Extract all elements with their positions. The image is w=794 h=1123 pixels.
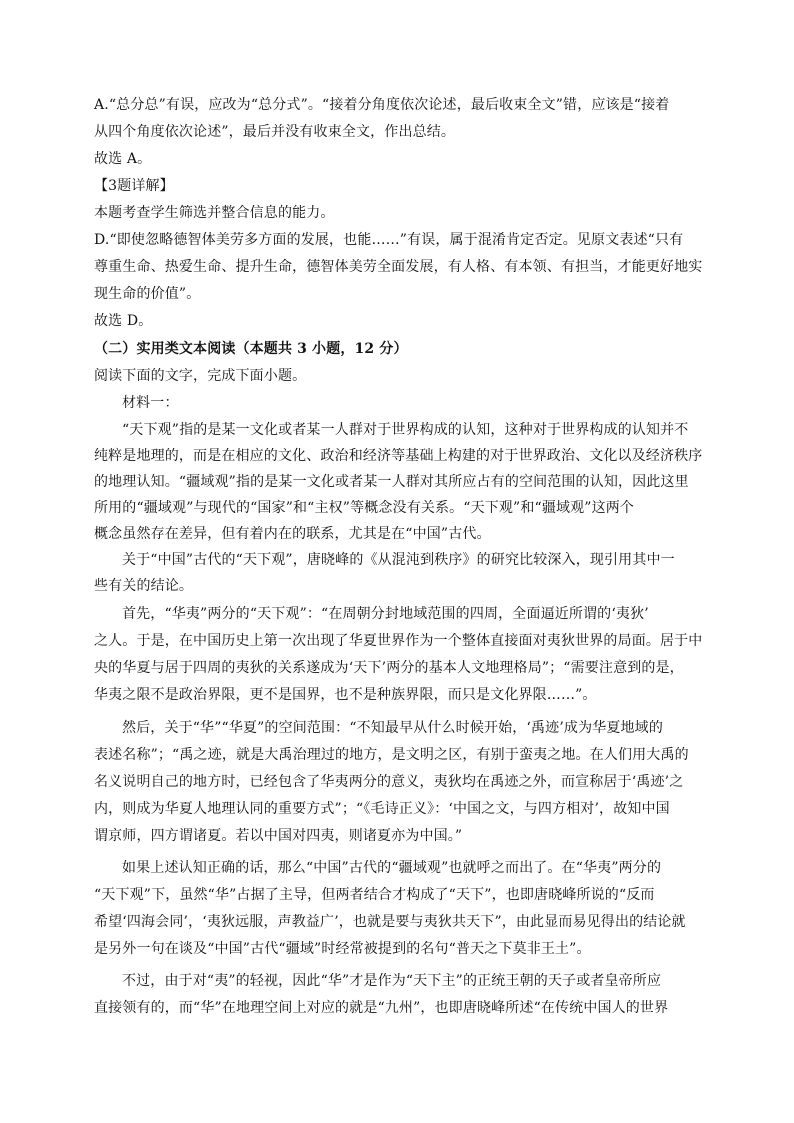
paragraph-4-line-2: 表述名称”；“禹之迹，就是大禹治理过的地方，是文明之区，有别于蛮夷之地。在人们用大禹的 [94, 747, 689, 763]
q3-intro: 本题考查学生筛选并整合信息的能力。 [94, 205, 335, 221]
paragraph-5-line-4: 是另外一句在谈及“中国”古代“疆域”时经常被提到的名句“普天之下莫非王土”。 [94, 941, 591, 957]
paragraph-5-line-2: “天下观”下，虽然“华”占据了主导，但两者结合才构成了“天下”，也即唐晓峰所说的“反而 [94, 887, 655, 903]
answer-a-line-2: 从四个角度依次论述”，最后并没有收束全文，作出总结。 [94, 124, 456, 140]
answer-a-conclusion: 故选 A。 [94, 151, 152, 167]
paragraph-2-line-1: 关于“中国”古代的“天下观”，唐晓峰的《从混沌到秩序》的研究比较深入，现引用其中一 [122, 552, 675, 568]
paragraph-4-line-3: 名义说明自己的地方时，已经包含了华夷两分的意义，夷狄均在禹迹之外，而宣称居于‘禹迹’之 [94, 774, 684, 790]
paragraph-1-line-1: “天下观”指的是某一文化或者某一人群对于世界构成的认知，这种对于世界构成的认知并不 [122, 422, 689, 438]
paragraph-5-line-3: 希望‘四海会同’，‘夷狄远服，声教益广’，也就是要与夷狄共天下”，由此显而易见得出的结论就 [94, 914, 686, 930]
paragraph-1-line-5: 概念虽然存在差异，但有着内在的联系，尤其是在“中国”古代。 [94, 526, 491, 542]
paragraph-6-line-2: 直接领有的，而“华”在地理空间上对应的就是“九州”，也即唐晓峰所述“在传统中国人的世界 [94, 1000, 669, 1016]
section-instruction: 阅读下面的文字，完成下面小题。 [94, 368, 307, 384]
q3-answer-line-2: 尊重生命、热爱生命、提升生命，德智体美劳全面发展，有人格、有本领、有担当，才能更好地实 [94, 259, 703, 275]
paragraph-1-line-3: 的地理认知。“疆域观”指的是某一文化或者某一人群对其所应占有的空间范围的认知，因此这里 [94, 474, 689, 490]
answer-a-line-1: A.“总分总”有误，应改为“总分式”。“接着分角度依次论述，最后收束全文”错，应该是“接着 [94, 97, 670, 113]
q3-answer-line-1: D.“即使忽略德智体美劳多方面的发展，也能……”有误，属于混淆肯定否定。见原文表述“只有 [94, 232, 684, 248]
q3-header: 【3题详解】 [94, 178, 174, 194]
paragraph-4-line-5: 谓京师，四方谓诸夏。若以中国对四夷，则诸夏亦为中国。” [94, 828, 463, 844]
section-title: （二）实用类文本阅读（本题共 3 小题，12 分） [94, 341, 408, 357]
paragraph-4-line-4: 内，则成为华夏人地理认同的重要方式”；“《毛诗正义》：‘中国之文，与四方相对’，故知中国 [94, 801, 670, 817]
paragraph-2-line-2: 些有关的结论。 [94, 578, 194, 594]
material-label: 材料一： [122, 395, 179, 411]
paragraph-3-line-2: 之人。于是，在中国历史上第一次出现了华夏世界作为一个整体直接面对夷狄世界的局面。居于中 [94, 633, 703, 649]
q3-conclusion: 故选 D。 [94, 313, 153, 329]
paragraph-5-line-1: 如果上述认知正确的话，那么“中国”古代的“疆域观”也就呼之而出了。在“华夷”两分的 [122, 860, 662, 876]
paragraph-1-line-2: 纯粹是地理的，而是在相应的文化、政治和经济等基础上构建的对于世界政治、文化以及经济秩序 [94, 448, 703, 464]
paragraph-6-line-1: 不过，由于对“夷”的轻视，因此“华”才是作为“天下主”的正统王朝的天子或者皇帝所应 [122, 973, 662, 989]
paragraph-3-line-1: 首先，“华夷”两分的“天下观”：“在周朝分封地域范围的四周，全面逼近所谓的‘夷狄’ [122, 606, 649, 622]
paragraph-4-line-1: 然后，关于“华”“华夏”的空间范围：“不知最早从什么时候开始，‘禹迹’成为华夏地域的 [122, 720, 663, 736]
paragraph-1-line-4: 所用的“疆域观”与现代的“国家”和“主权”等概念没有关系。“天下观”和“疆域观”这两个 [94, 500, 635, 516]
q3-answer-line-3: 现生命的价值”。 [94, 286, 201, 302]
paragraph-3-line-3: 央的华夏与居于四周的夷狄的关系遂成为‘天下’两分的基本人文地理格局”；“需要注意到的是， [94, 660, 684, 676]
paragraph-3-line-4: 华夷之限不是政治界限，更不是国界，也不是种族界限，而只是文化界限……”。 [94, 687, 597, 703]
